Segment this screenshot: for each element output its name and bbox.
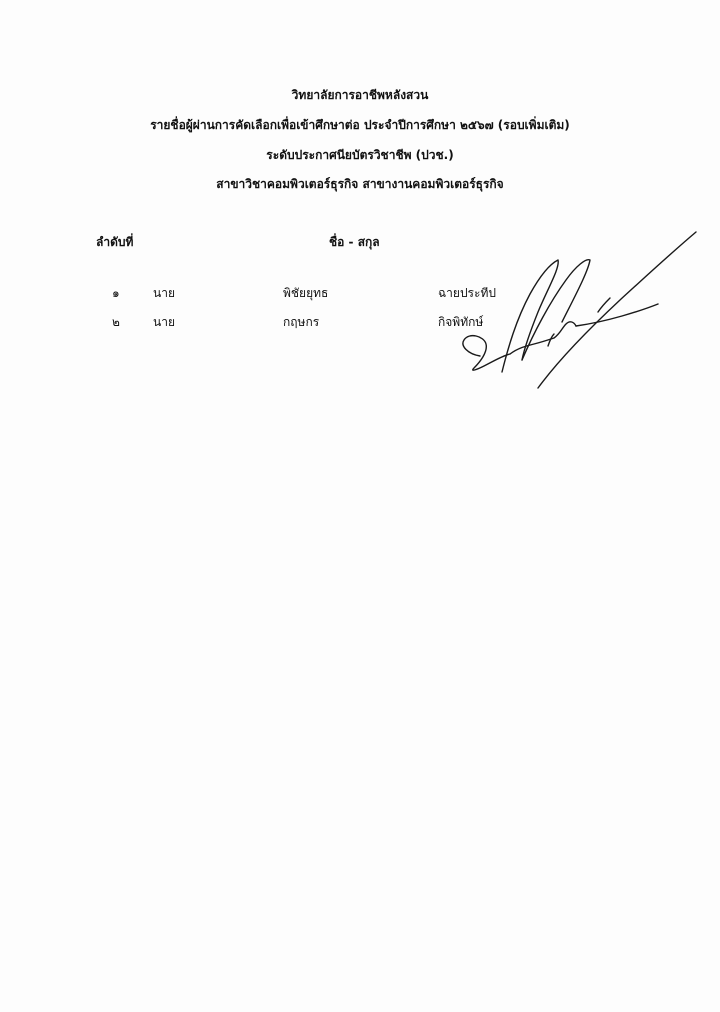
level-title: ระดับประกาศนียบัตรวิชาชีพ (ปวช.): [266, 148, 454, 162]
row-number: ๑: [112, 286, 120, 300]
row-last-name: ฉายประทีป: [438, 286, 496, 300]
announcement-title: รายชื่อผู้ผ่านการคัดเลือกเพื่อเข้าศึกษาต่อ ประจำปีการศึกษา ๒๕๖๗ (รอบเพิ่มเติม): [150, 118, 570, 132]
column-header-name: ชื่อ - สกุล: [329, 235, 380, 249]
program-title: สาขาวิชาคอมพิวเตอร์ธุรกิจ สาขางานคอมพิวเตอร์ธุรกิจ: [216, 177, 504, 191]
column-header-order: ลำดับที่: [96, 235, 134, 249]
row-title: นาย: [153, 286, 175, 300]
row-first-name: พิชัยยุทธ: [283, 286, 329, 300]
row-title: นาย: [153, 315, 175, 329]
row-first-name: กฤษกร: [283, 315, 320, 329]
institution-title: วิทยาลัยการอาชีพหลังสวน: [291, 88, 429, 102]
handwritten-signature: [450, 228, 700, 393]
row-last-name: กิจพิทักษ์: [438, 315, 484, 329]
row-number: ๒: [112, 315, 120, 329]
